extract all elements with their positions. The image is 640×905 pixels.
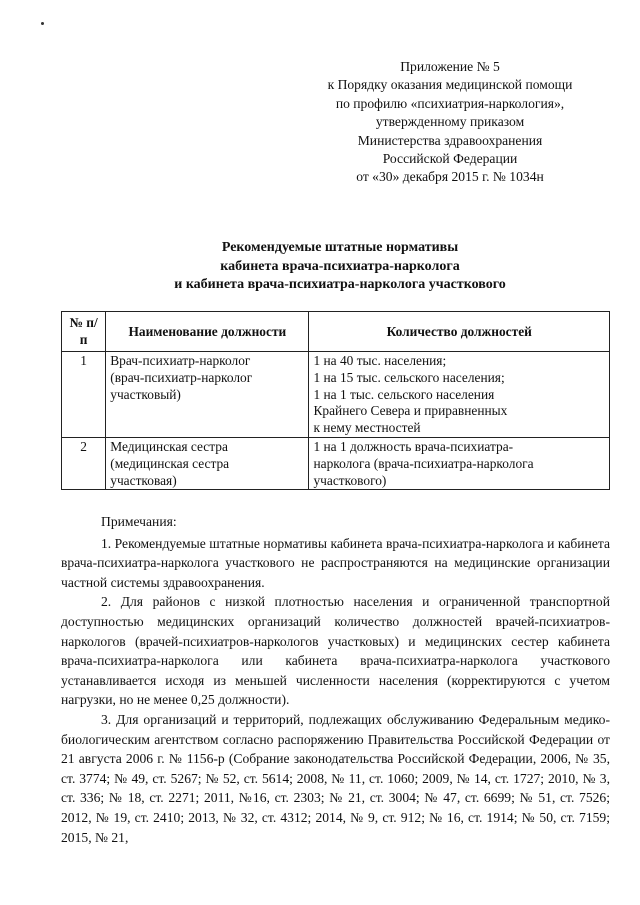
header-position-name: Наименование должности [106, 312, 309, 352]
note-item-3: 3. Для организаций и территорий, подлежащих обслуживанию Федеральным медико-биологическим агентством согласно распоряжению Правительства Российской Федерации от 21 августа 2006 г. № 1156-р (Собрание законодательства Российской Федерации, 2006, № 35, ст. 3774; № 49, ст. 5267; № 52, ст. 5614; 2008, № 11, ст. 1060; 2009, № 14, ст. 1727; 2010, № 3, ст. 336; № 18, ст. 2271; 2011, №16, ст. 2303; № 21, ст. 3004; № 47, ст. 6699; № 51, ст. 7526; 2012, № 19, ст. 2410; 2013, № 32, ст. 4312; 2014, № 9, ст. 912; № 16, ст. 1914; № 50, ст. 7159; 2015, № 21, [61, 711, 610, 845]
cell-line: 1 на 1 должность врача-психиатра- [313, 438, 514, 454]
appendix-line: к Порядку оказания медицинской помощи [327, 77, 573, 93]
row-position-count [309, 437, 610, 489]
scan-speck [41, 22, 44, 25]
appendix-line: Приложение № 5 [400, 59, 500, 74]
cell-line: участковый) [110, 386, 181, 402]
staffing-table [61, 311, 610, 490]
header-position-count: Количество должностей [309, 312, 610, 352]
cell-line: (врач-психиатр-нарколог [110, 369, 253, 385]
document-title [90, 239, 590, 295]
table-row [62, 352, 610, 438]
row-position-count [309, 352, 610, 438]
cell-line: 1 на 1 тыс. сельского населения [313, 386, 495, 402]
cell-line: 1 на 40 тыс. населения; [313, 353, 447, 368]
header-num: № п/п [62, 312, 106, 352]
appendix-line: Российской Федерации [382, 151, 518, 167]
title-line: и кабинета врача-психиатра-нарколога участкового [174, 277, 506, 292]
note-item-2: 2. Для районов с низкой плотностью населения и ограниченной транспортной доступностью медицинских организаций количество должностей врачей-психиатров-наркологов (врачей-психиатров-наркологов участковых) и медицинских сестер кабинета врача-психиатра-нарколога или кабинета врача-психиатра-нарколога участкового устанавливается исходя из меньшей численности населения (корректируются с учетом нагрузки, но не менее 0,25 должности). [61, 594, 610, 708]
cell-line: участкового) [313, 472, 387, 488]
note-item-1: 1. Рекомендуемые штатные нормативы кабинета врача-психиатра-нарколога и кабинета врача-психиатра-нарколога участкового не распространяются на медицинские организации частной системы здравоохранения. [61, 535, 610, 590]
notes-heading: Примечания: [101, 514, 177, 529]
row-num: 2 [62, 437, 106, 489]
cell-line: к нему местностей [313, 420, 421, 436]
row-position-name [106, 352, 309, 438]
table-row [62, 437, 610, 489]
appendix-line: от «30» декабря 2015 г. № 1034н [356, 169, 544, 185]
cell-line: Врач-психиатр-нарколог [110, 353, 251, 368]
row-num: 1 [62, 352, 106, 438]
cell-line: Медицинская сестра [110, 438, 228, 454]
appendix-header [300, 58, 600, 187]
title-line: кабинета врача-психиатра-нарколога [220, 258, 460, 274]
title-line: Рекомендуемые штатные нормативы [221, 240, 459, 255]
appendix-line: по профилю «психиатрия-наркология», [335, 95, 565, 111]
appendix-line: утвержденному приказом [375, 114, 525, 130]
row-position-name [106, 437, 309, 489]
table-header-row [62, 312, 610, 352]
notes-section [61, 512, 610, 847]
cell-line: Крайнего Севера и приравненных [313, 403, 508, 419]
cell-line: (медицинская сестра [110, 455, 230, 471]
cell-line: 1 на 15 тыс. сельского населения; [313, 369, 505, 385]
cell-line: участковая) [110, 472, 177, 488]
cell-line: нарколога (врача-психиатра-нарколога [313, 455, 534, 471]
appendix-line: Министерства здравоохранения [357, 132, 543, 148]
